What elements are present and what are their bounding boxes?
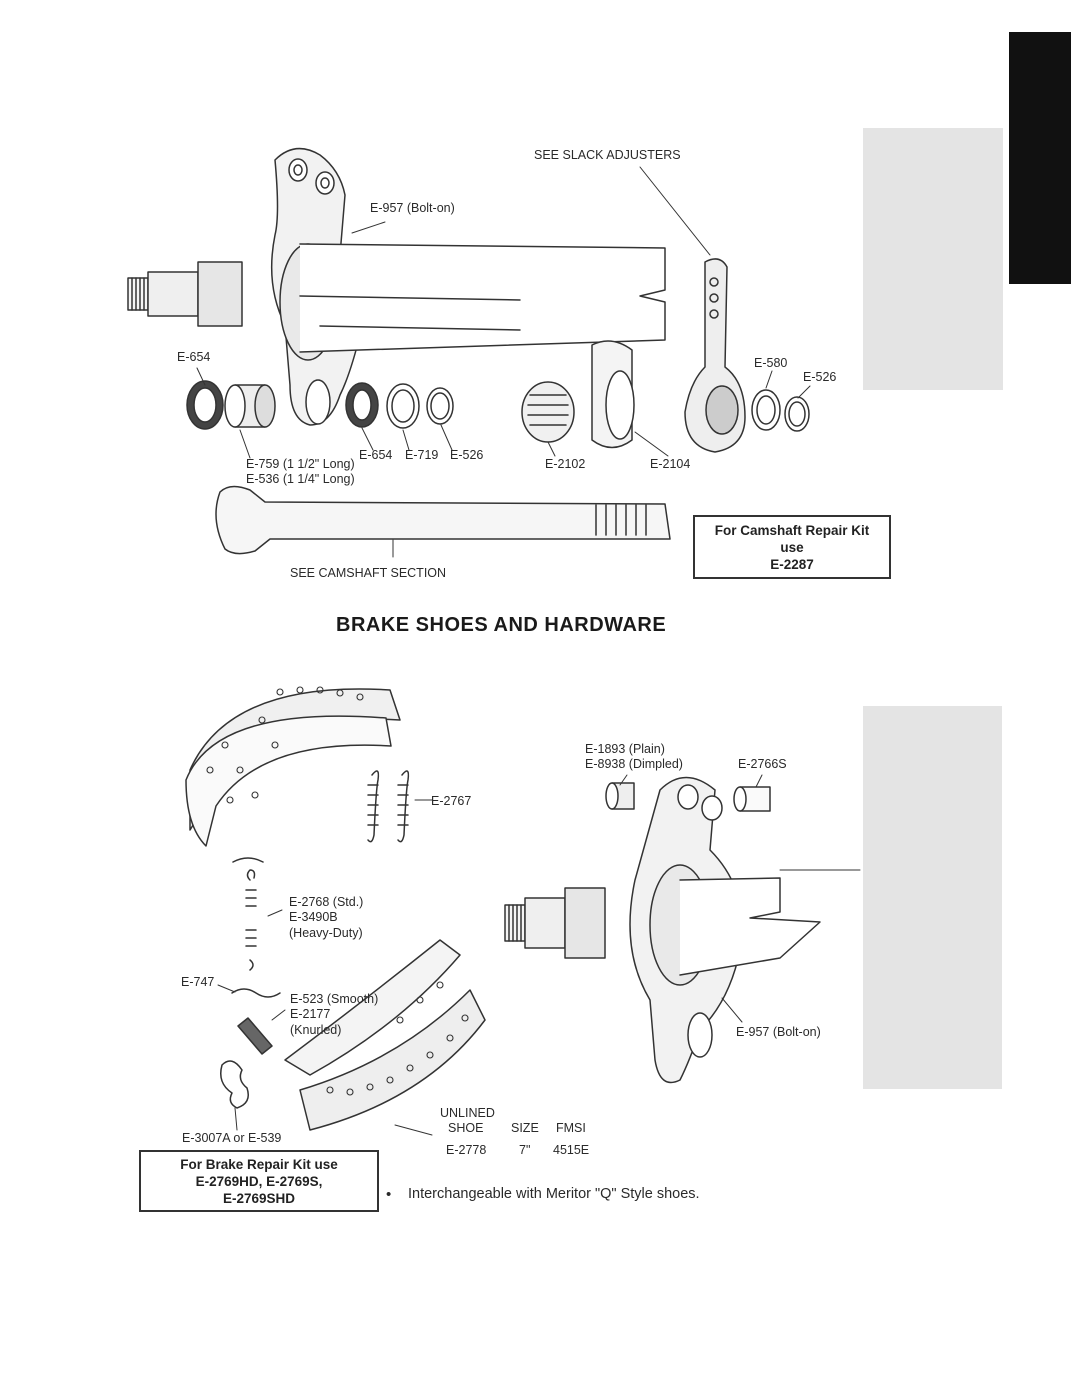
shoe-table-header-size: SIZE [511, 1121, 539, 1135]
shoe-table-header-fmsi: FMSI [556, 1121, 586, 1135]
label-e654-a: E-654 [177, 350, 211, 364]
label-e957-top: E-957 (Bolt-on) [370, 201, 455, 215]
camshaft-bushing-e2102 [522, 382, 574, 442]
label-see-camshaft-section: SEE CAMSHAFT SECTION [290, 566, 447, 580]
label-e523: E-523 (Smooth) [290, 992, 379, 1006]
label-heavy-duty: (Heavy-Duty) [289, 926, 363, 940]
label-e759: E-759 (1 1/2" Long) [246, 457, 355, 471]
axle-tube-upper [300, 244, 665, 352]
label-e2177: E-2177 [290, 1007, 331, 1021]
label-e2102: E-2102 [545, 457, 586, 471]
shoe-table-cell-size: 7" [519, 1143, 531, 1157]
camshaft [216, 486, 670, 553]
label-e526-b: E-526 [450, 448, 484, 462]
brake-repair-kit-box [139, 1150, 379, 1212]
label-e580: E-580 [754, 356, 788, 370]
label-e3490b: E-3490B [289, 910, 338, 924]
label-e526-a: E-526 [803, 370, 837, 384]
camshaft-bracket-e2104 [592, 341, 634, 448]
label-e3007a: E-3007A or E-539 [182, 1131, 282, 1145]
label-e654-b: E-654 [359, 448, 393, 462]
slack-adjuster [685, 259, 809, 452]
brake-kit-line3: E-2769SHD [222, 1191, 296, 1206]
label-e2766s: E-2766S [738, 757, 787, 771]
return-springs-e2767 [368, 771, 408, 842]
label-e2104: E-2104 [650, 457, 691, 471]
retainer-e3007a [221, 1061, 249, 1108]
label-knurled: (Knurled) [290, 1023, 342, 1037]
brake-shoe-upper [186, 687, 400, 846]
camshaft-repair-kit-box [693, 515, 891, 579]
shoe-table-cell-fmsi: 4515E [553, 1143, 590, 1157]
brake-kit-line2: E-2769HD, E-2769S, [195, 1174, 323, 1189]
label-e8938: E-8938 (Dimpled) [585, 757, 683, 771]
label-e1893: E-1893 (Plain) [585, 742, 665, 756]
shoe-table-header-unlined: UNLINED [440, 1106, 495, 1120]
camshaft-kit-line3: E-2287 [770, 557, 814, 572]
section-title: BRAKE SHOES AND HARDWARE [336, 614, 667, 636]
label-e536: E-536 (1 1/4" Long) [246, 472, 355, 486]
shoe-table-header-shoe: SHOE [448, 1121, 484, 1135]
brake-kit-line1: For Brake Repair Kit use [180, 1157, 338, 1172]
label-e2768: E-2768 (Std.) [289, 895, 364, 909]
camshaft-kit-line1: For Camshaft Repair Kit [714, 523, 870, 538]
label-see-slack-adjusters: SEE SLACK ADJUSTERS [534, 148, 681, 162]
label-e719: E-719 [405, 448, 439, 462]
label-e957-bottom: E-957 (Bolt-on) [736, 1025, 821, 1039]
label-e2767: E-2767 [431, 794, 472, 808]
roller-e523 [238, 1018, 272, 1054]
note-interchangeable: Interchangeable with Meritor "Q" Style shoes. [408, 1186, 700, 1202]
note-bullet: • [386, 1186, 392, 1203]
spindle-upper [128, 262, 242, 326]
camshaft-kit-line2: use [780, 540, 804, 555]
label-e747: E-747 [181, 975, 215, 989]
shoe-table-cell-shoe: E-2778 [446, 1143, 487, 1157]
clip-e747 [232, 989, 280, 997]
spring-e2768 [233, 858, 263, 970]
